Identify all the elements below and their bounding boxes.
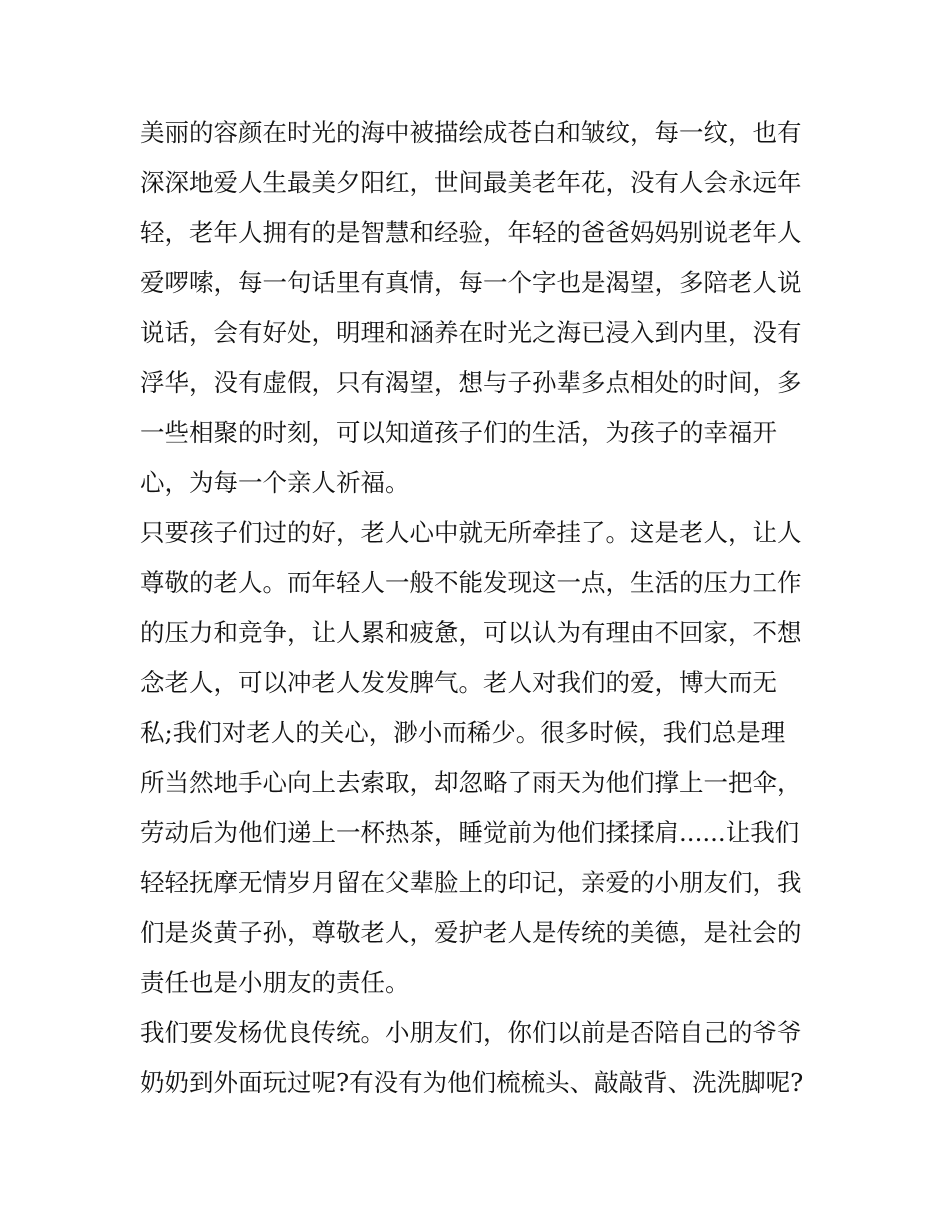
text-line: 浮华，没有虚假，只有渴望，想与子孙辈多点相处的时间，多 [140, 368, 802, 397]
paragraph-1 [140, 108, 820, 508]
text-line: 私;我们对老人的关心，渺小而稀少。很多时候，我们总是理 [140, 718, 786, 747]
text-line: 奶奶到外面玩过呢?有没有为他们梳梳头、敲敲背、洗洗脚呢? [140, 1068, 804, 1097]
text-line: 说话，会有好处，明理和涵养在时光之海已浸入到内里，没有 [140, 318, 802, 347]
text-line: 深深地爱人生最美夕阳红，世间最美老年花，没有人会永远年 [140, 168, 802, 197]
document-body [140, 108, 820, 1108]
text-line: 的压力和竞争，让人累和疲惫，可以认为有理由不回家，不想 [140, 618, 802, 647]
text-line: 只要孩子们过的好，老人心中就无所牵挂了。这是老人，让人 [140, 518, 802, 547]
text-line: 轻轻抚摩无情岁月留在父辈脸上的印记，亲爱的小朋友们，我 [140, 868, 802, 897]
text-line: 责任也是小朋友的责任。 [140, 968, 410, 997]
text-line: 念老人，可以冲老人发发脾气。老人对我们的爱，博大而无 [140, 668, 777, 697]
text-line: 尊敬的老人。而年轻人一般不能发现这一点，生活的压力工作 [140, 568, 802, 597]
text-line: 轻，老年人拥有的是智慧和经验，年轻的爸爸妈妈别说老年人 [140, 218, 802, 247]
paragraph-2 [140, 508, 820, 1008]
text-line: 一些相聚的时刻，可以知道孩子们的生活，为孩子的幸福开 [140, 418, 777, 447]
text-line: 美丽的容颜在时光的海中被描绘成苍白和皱纹，每一纹，也有 [140, 118, 802, 147]
text-line: 心，为每一个亲人祈福。 [140, 468, 410, 497]
text-line: 爱啰嗦，每一句话里有真情，每一个字也是渴望，多陪老人说 [140, 268, 802, 297]
text-line: 们是炎黄子孙，尊敬老人，爱护老人是传统的美德，是社会的 [140, 918, 802, 947]
text-line: 我们要发杨优良传统。小朋友们，你们以前是否陪自己的爷爷 [140, 1018, 802, 1047]
text-line: 劳动后为他们递上一杯热茶，睡觉前为他们揉揉肩......让我们 [140, 818, 800, 847]
text-line: 所当然地手心向上去索取，却忽略了雨天为他们撑上一把伞， [140, 768, 802, 797]
paragraph-3 [140, 1008, 820, 1108]
